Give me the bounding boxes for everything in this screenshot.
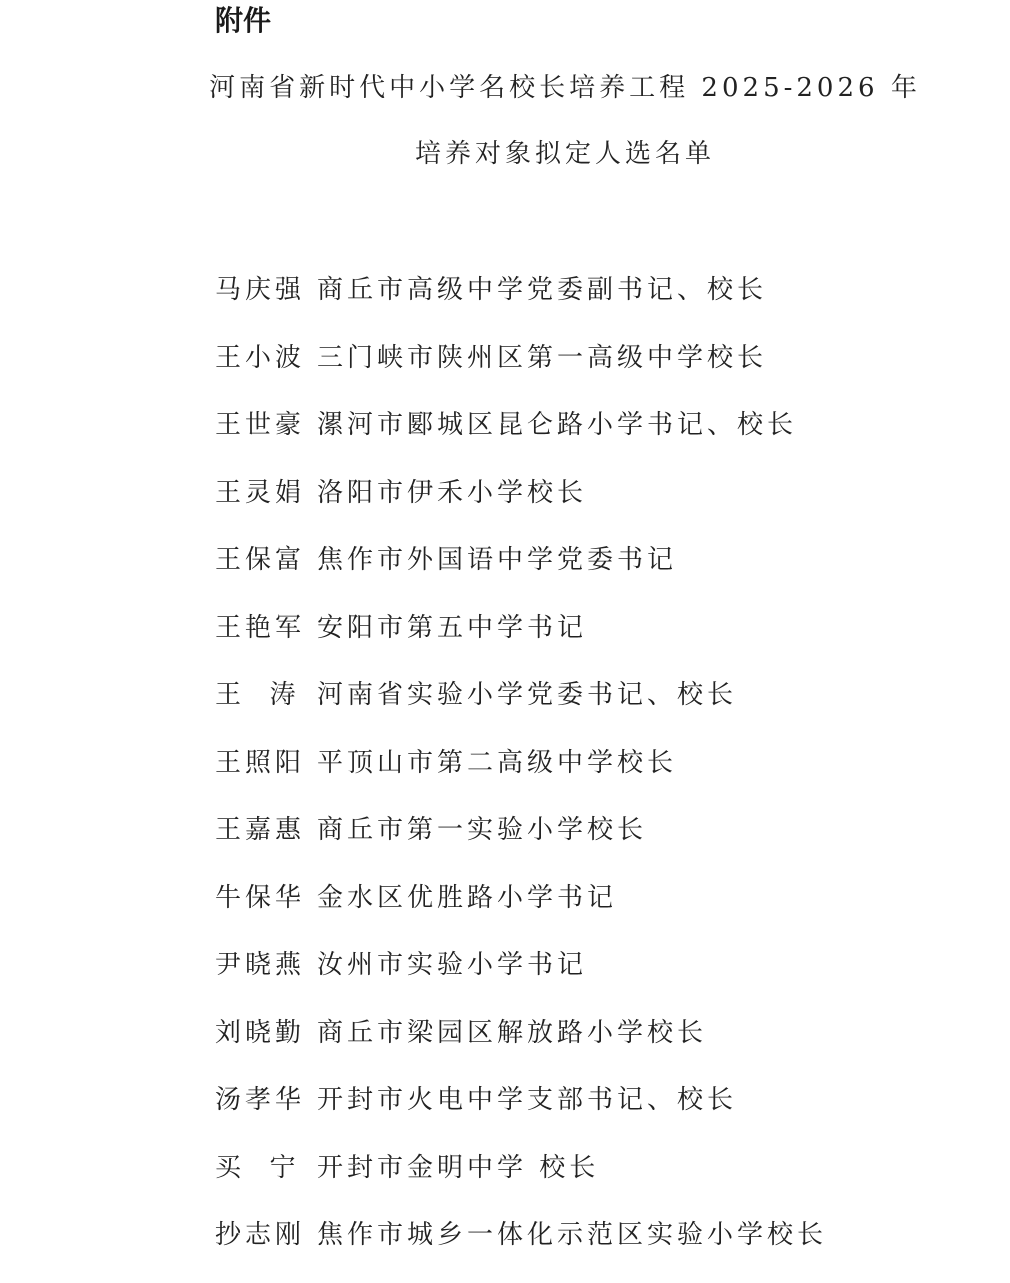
candidate-name: 王保富: [215, 545, 306, 575]
candidate-row: [215, 338, 975, 406]
candidate-name: 马庆强: [215, 275, 306, 305]
candidate-position: 商丘市第一实验小学校长: [317, 815, 648, 845]
attachment-label: 附件: [215, 4, 272, 37]
candidate-name: 牛保华: [215, 882, 306, 913]
candidate-position: 河南省实验小学党委书记、校长: [317, 680, 738, 710]
candidate-row: [215, 1148, 975, 1216]
candidate-position: 商丘市高级中学党委副书记、校长: [317, 275, 768, 305]
document-title-line-1: 河南省新时代中小学名校长培养工程 2025-2026 年: [209, 73, 921, 103]
candidate-position: 焦作市外国语中学党委书记: [317, 545, 678, 575]
candidate-row: [215, 878, 975, 946]
candidate-name: 抄志刚: [215, 1220, 306, 1250]
candidate-position: 洛阳市伊禾小学校长: [317, 477, 588, 508]
candidate-row: [215, 743, 975, 811]
candidate-name: 王世豪: [215, 410, 306, 440]
candidate-name: 买 宁: [215, 1152, 300, 1183]
candidate-row: [215, 405, 975, 473]
candidate-row: [215, 608, 975, 676]
candidate-position: 开封市火电中学支部书记、校长: [317, 1085, 738, 1115]
candidate-name: 王艳军: [215, 612, 306, 643]
candidate-row: [215, 1080, 975, 1148]
candidate-name: 王小波: [215, 342, 306, 373]
candidate-name: 王 涛: [215, 680, 300, 710]
candidate-position: 漯河市郾城区昆仑路小学书记、校长: [317, 410, 798, 440]
candidate-row: [215, 810, 975, 878]
candidate-name: 王照阳: [215, 747, 306, 778]
document-title-line-2: 培养对象拟定人选名单: [414, 139, 715, 169]
candidate-name: 王嘉惠: [215, 815, 306, 845]
candidate-row: [215, 675, 975, 743]
candidate-row: [215, 540, 975, 608]
candidate-position: 金水区优胜路小学书记: [317, 882, 618, 913]
candidate-position: 商丘市梁园区解放路小学校长: [317, 1017, 708, 1048]
candidate-position: 开封市金明中学 校长: [317, 1152, 600, 1183]
candidate-name: 尹晓燕: [215, 950, 306, 980]
candidate-name: 刘晓勤: [215, 1017, 306, 1048]
candidate-position: 平顶山市第二高级中学校长: [317, 747, 678, 778]
candidate-name: 王灵娟: [215, 477, 306, 508]
candidate-position: 汝州市实验小学书记: [317, 950, 588, 980]
candidate-row: [215, 945, 975, 1013]
candidate-row: [215, 270, 975, 338]
candidate-list: [215, 270, 975, 1283]
candidate-position: 焦作市城乡一体化示范区实验小学校长: [317, 1220, 828, 1250]
candidate-row: [215, 1013, 975, 1081]
candidate-row: [215, 1215, 975, 1283]
candidate-name: 汤孝华: [215, 1085, 306, 1115]
candidate-row: [215, 473, 975, 541]
candidate-position: 三门峡市陕州区第一高级中学校长: [317, 342, 768, 373]
candidate-position: 安阳市第五中学书记: [317, 612, 588, 643]
